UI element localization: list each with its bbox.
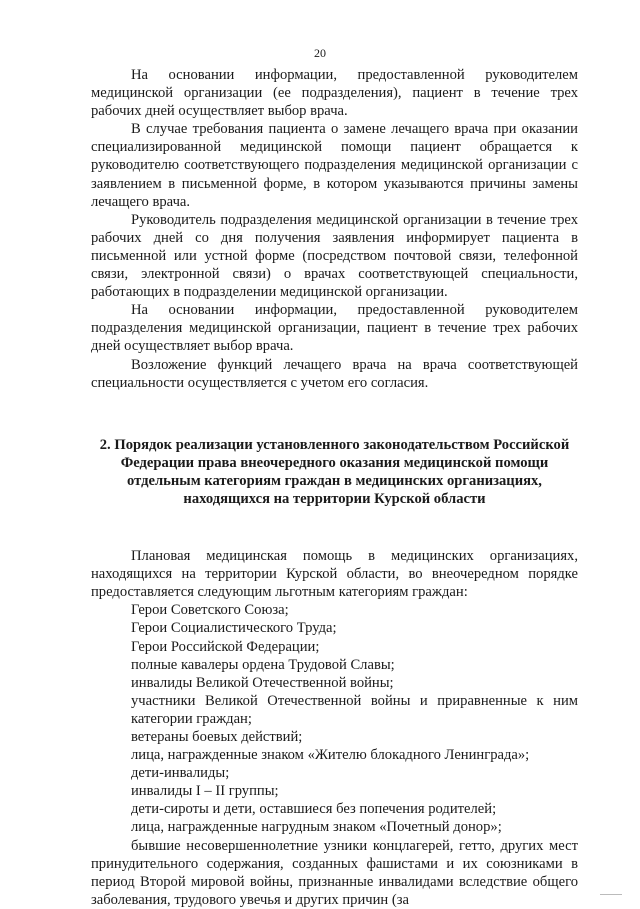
document-body	[91, 66, 578, 909]
section-heading: 2. Порядок реализации установленного законодательством Российской Федерации права внеочередного оказания медицинской помощи отдельным категориям граждан в медицинских организациях, находящихся на территории Курской области	[99, 436, 570, 507]
list-item: бывшие несовершеннолетние узники концлагерей, гетто, других мест принудительного содержания, созданных фашистами и их союзниками в период Второй мировой войны, признанные инвалидами вследствие общего заболевания, трудового увечья и других причин (за	[91, 837, 578, 908]
list-item: дети-инвалиды;	[131, 765, 230, 782]
list-item: полные кавалеры ордена Трудовой Славы;	[131, 656, 395, 673]
paragraph: Возложение функций лечащего врача на врача соответствующей специальности осуществляется с учетом его согласия.	[91, 356, 578, 391]
list-item: дети-сироты и дети, оставшиеся без попечения родителей;	[131, 801, 497, 818]
list-item: Герои Российской Федерации;	[131, 638, 320, 655]
scan-mark	[600, 894, 622, 895]
page-number: 20	[314, 46, 326, 60]
paragraph: На основании информации, предоставленной руководителем подразделения медицинской организации, пациент в течение трех рабочих дней осуществляет выбор врача.	[91, 302, 578, 355]
list-item: Герои Советского Союза;	[131, 602, 289, 619]
list-item: ветераны боевых действий;	[131, 729, 303, 745]
section-intro: Плановая медицинская помощь в медицинских организациях, находящихся на территории Курской области, во внеочередном порядке предоставляется следующим льготным категориям граждан:	[91, 548, 578, 601]
paragraph: Руководитель подразделения медицинской организации в течение трех рабочих дней со дня получения заявления информирует пациента в письменной или устной форме (посредством почтовой связи, телефонной связи, электронной связи) о врачах соответствующей специальности, работающих в подразделении медицинской организации.	[91, 211, 578, 301]
list-item: инвалиды I – II группы;	[131, 783, 279, 800]
beneficiary-list	[91, 601, 578, 909]
list-item: участники Великой Отечественной войны и приравненные к ним категории граждан;	[131, 692, 578, 727]
list-item: Герои Социалистического Труда;	[131, 620, 337, 637]
list-item: инвалиды Великой Отечественной войны;	[131, 674, 394, 691]
paragraph: На основании информации, предоставленной руководителем медицинской организации (ее подразделения), пациент в течение трех рабочих дней осуществляет выбор врача.	[91, 67, 578, 120]
list-item: лица, награжденные нагрудным знаком «Почетный донор»;	[131, 819, 502, 836]
paragraph: В случае требования пациента о замене лечащего врача при оказании специализированной медицинской помощи пациент обращается к руководителю соответствующего подразделения медицинской организации с заявлением в письменной форме, в котором указываются причины замены лечащего врача.	[91, 121, 578, 210]
list-item: лица, награжденные знаком «Жителю блокадного Ленинграда»;	[131, 747, 530, 764]
